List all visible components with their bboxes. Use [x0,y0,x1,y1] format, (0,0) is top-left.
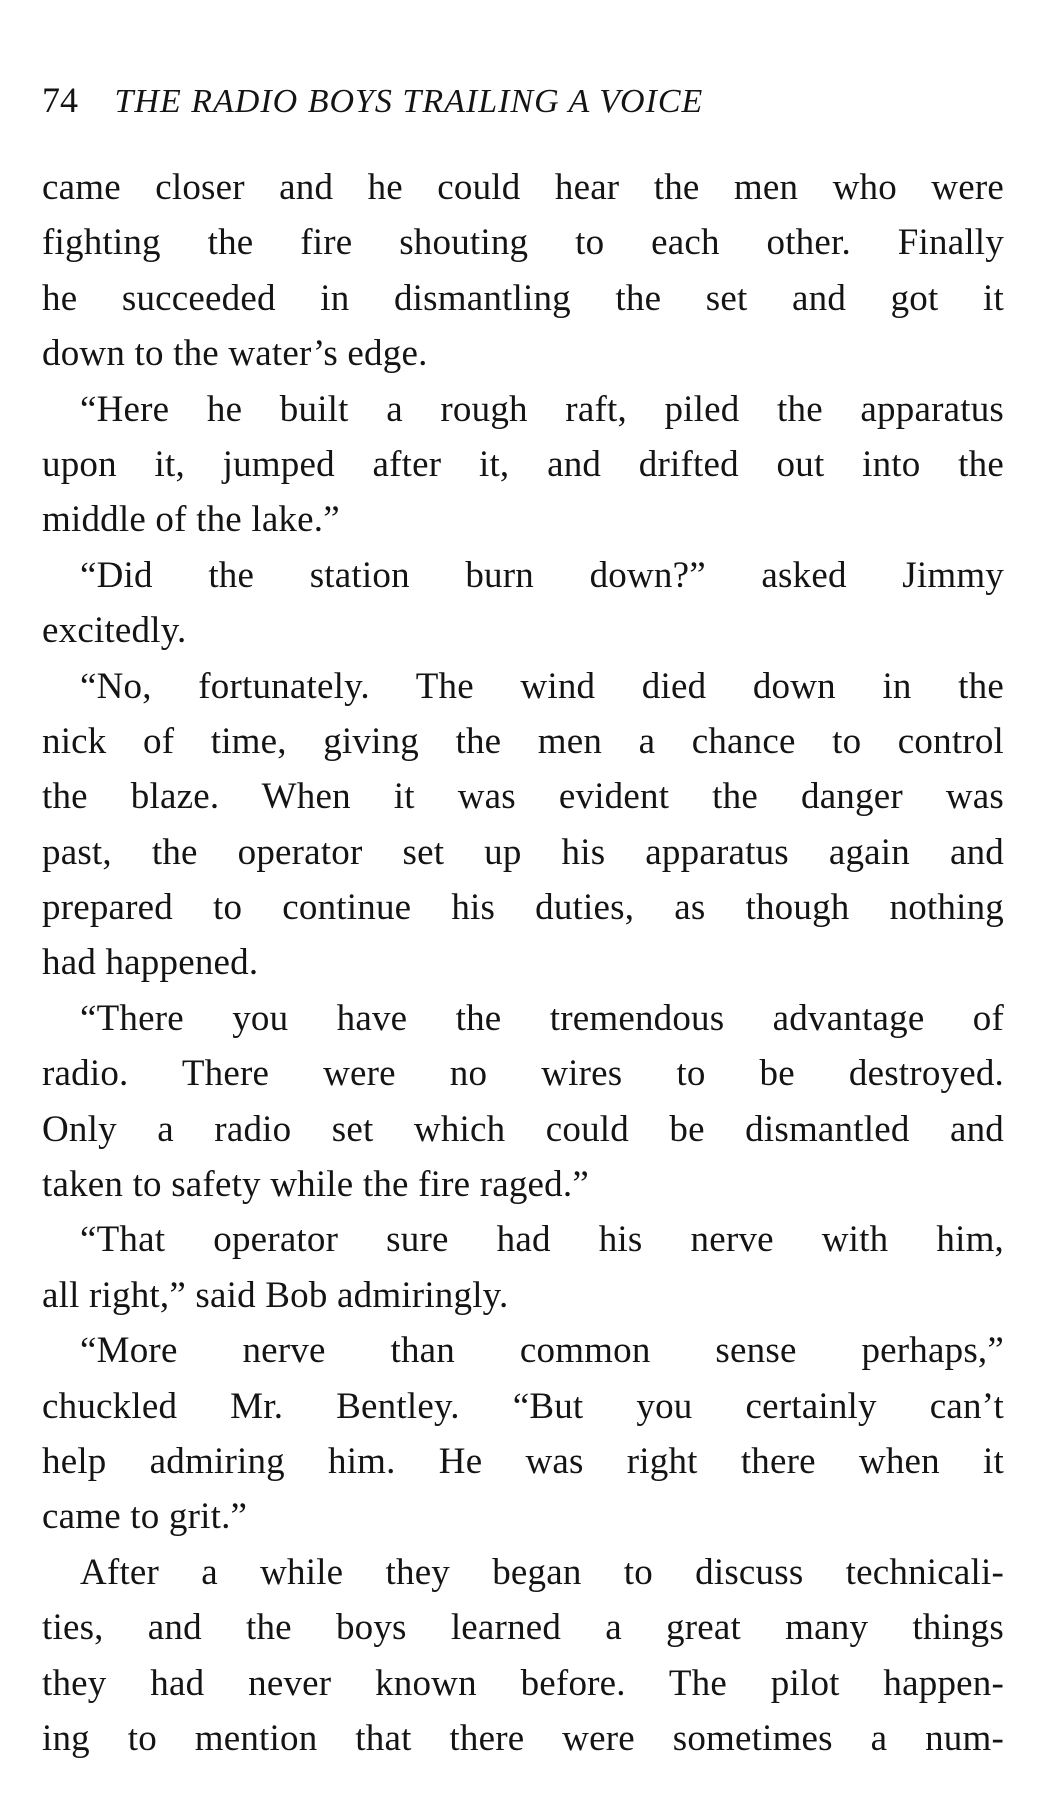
running-head [42,72,1002,128]
text-line: “Here he built a rough raft, piled the apparatus [80,388,1004,430]
text-line: “There you have the tremendous advantage of [80,997,1004,1039]
text-line: upon it, jumped after it, and drifted out into the [42,443,1004,485]
text-line: down to the water’s edge. [42,333,428,375]
text-line: had happened. [42,942,259,984]
text-line: ties, and the boys learned a great many things [42,1607,1004,1649]
text-line: After a while they began to discuss technicali- [80,1551,1004,1593]
text-line: Only a radio set which could be dismantled and [42,1108,1004,1150]
running-title: THE RADIO BOYS TRAILING A VOICE [114,83,704,120]
body-text [42,160,1004,1766]
text-line: help admiring him. He was right there when it [42,1440,1004,1482]
text-line: “More nerve than common sense perhaps,” [80,1330,1004,1372]
text-line: he succeeded in dismantling the set and got it [42,277,1004,319]
text-line: past, the operator set up his apparatus again and [42,831,1004,873]
page-number: 74 [42,80,78,120]
text-line: taken to safety while the fire raged.” [42,1164,589,1206]
text-line: “That operator sure had his nerve with him, [80,1219,1004,1261]
text-line: the blaze. When it was evident the danger was [42,776,1004,818]
text-line: excitedly. [42,610,187,652]
text-line: ing to mention that there were sometimes a num- [42,1717,1004,1759]
text-line: prepared to continue his duties, as though nothing [42,887,1004,929]
text-line: fighting the fire shouting to each other. Finally [42,222,1004,264]
text-line: came closer and he could hear the men who were [42,167,1004,208]
text-line: “Did the station burn down?” asked Jimmy [80,554,1004,596]
text-line: middle of the lake.” [42,499,340,541]
text-line: radio. There were no wires to be destroyed. [42,1053,1004,1095]
text-line: came to grit.” [42,1496,248,1538]
text-line: all right,” said Bob admiringly. [42,1274,509,1316]
text-line: nick of time, giving the men a chance to control [42,720,1004,762]
text-line: chuckled Mr. Bentley. “But you certainly can’t [42,1385,1004,1427]
text-line: they had never known before. The pilot happen- [42,1662,1004,1704]
text-line: “No, fortunately. The wind died down in the [80,665,1004,707]
